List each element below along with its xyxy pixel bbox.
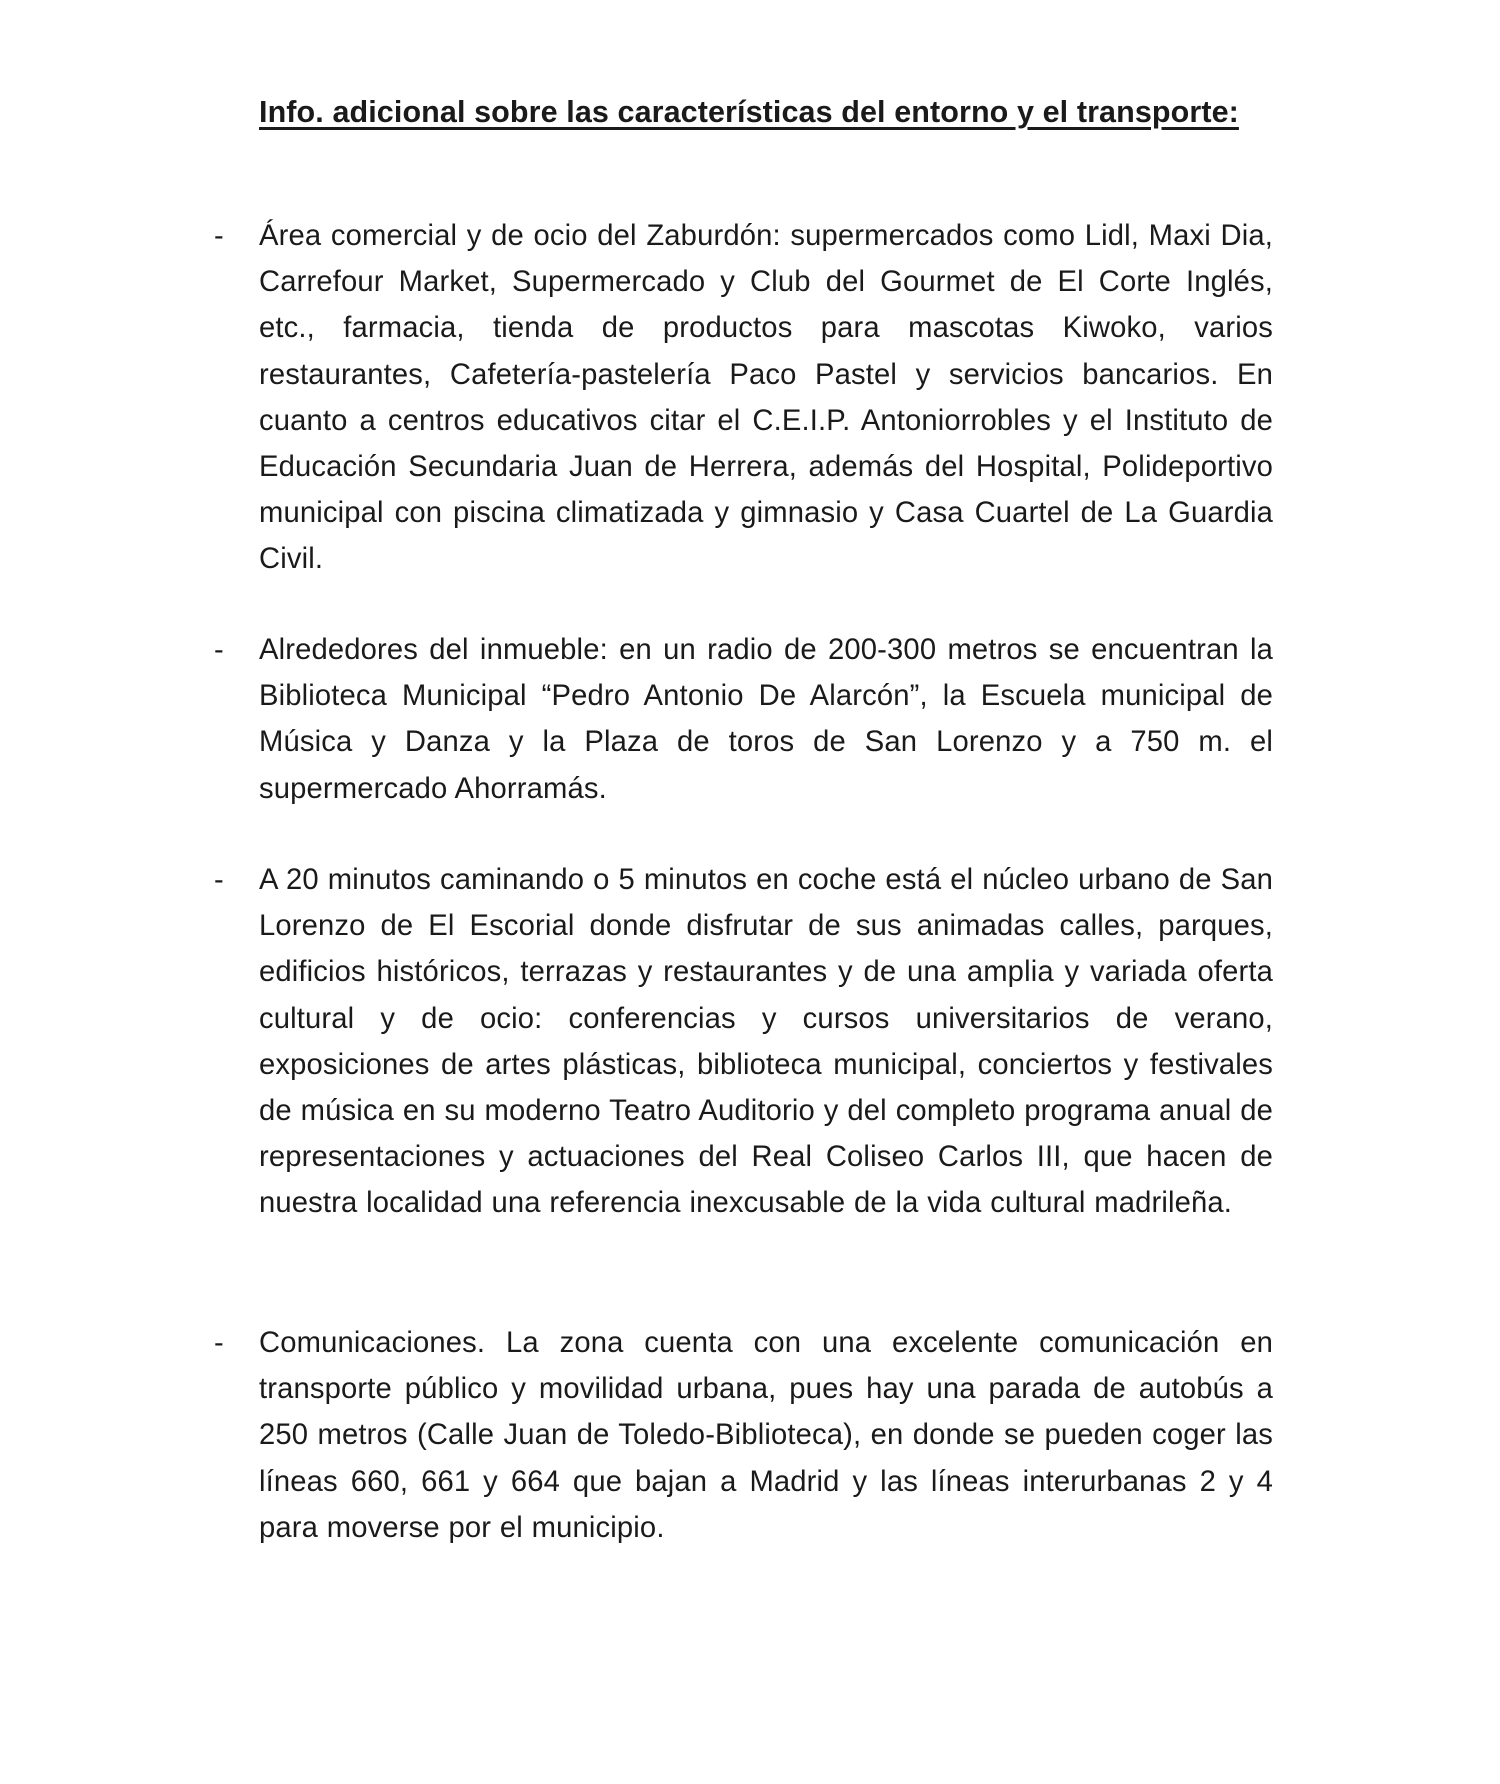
list-bullet: - bbox=[214, 1327, 224, 1359]
list-bullet: - bbox=[214, 220, 224, 252]
document-title: Info. adicional sobre las características del entorno y el transporte: bbox=[259, 95, 1239, 129]
list-item-text: Comunicaciones. La zona cuenta con una excelente comunicación en transporte público y movilidad urbana, pues hay una parada de autobús a 250 metros (Calle Juan de Toledo-Biblioteca), en donde se pueden coger las líneas 660, 661 y 664 que bajan a Madrid y las líneas interurbanas 2 y 4 para moverse por el municipio. bbox=[259, 1327, 1273, 1544]
list-bullet: - bbox=[214, 864, 224, 896]
list-item-text: A 20 minutos caminando o 5 minutos en coche está el núcleo urbano de San Lorenzo de El Escorial donde disfrutar de sus animadas calles, parques, edificios históricos, terrazas y restaurantes y de una amplia y variada oferta cultural y de ocio: conferencias y cursos universitarios de verano, exposiciones de artes plásticas, biblioteca municipal, conciertos y festivales de música en su moderno Teatro Auditorio y del completo programa anual de representaciones y actuaciones del Real Coliseo Carlos III, que hacen de nuestra localidad una referencia inexcusable de la vida cultural madrileña. bbox=[259, 864, 1273, 1220]
list-item-text: Alrededores del inmueble: en un radio de 200-300 metros se encuentran la Biblioteca Municipal “Pedro Antonio De Alarcón”, la Escuela municipal de Música y Danza y la Plaza de toros de San Lorenzo y a 750 m. el supermercado Ahorramás. bbox=[259, 634, 1273, 805]
list-item-text: Área comercial y de ocio del Zaburdón: supermercados como Lidl, Maxi Dia, Carrefour Market, Supermercado y Club del Gourmet de El Corte Inglés, etc., farmacia, tienda de productos para mascotas Kiwoko, varios restaurantes, Cafetería-pastelería Paco Pastel y servicios bancarios. En cuanto a centros educativos citar el C.E.I.P. Antoniorrobles y el Instituto de Educación Secundaria Juan de Herrera, además del Hospital, Polideportivo municipal con piscina climatizada y gimnasio y Casa Cuartel de La Guardia Civil. bbox=[259, 220, 1273, 576]
list-bullet: - bbox=[214, 634, 224, 666]
